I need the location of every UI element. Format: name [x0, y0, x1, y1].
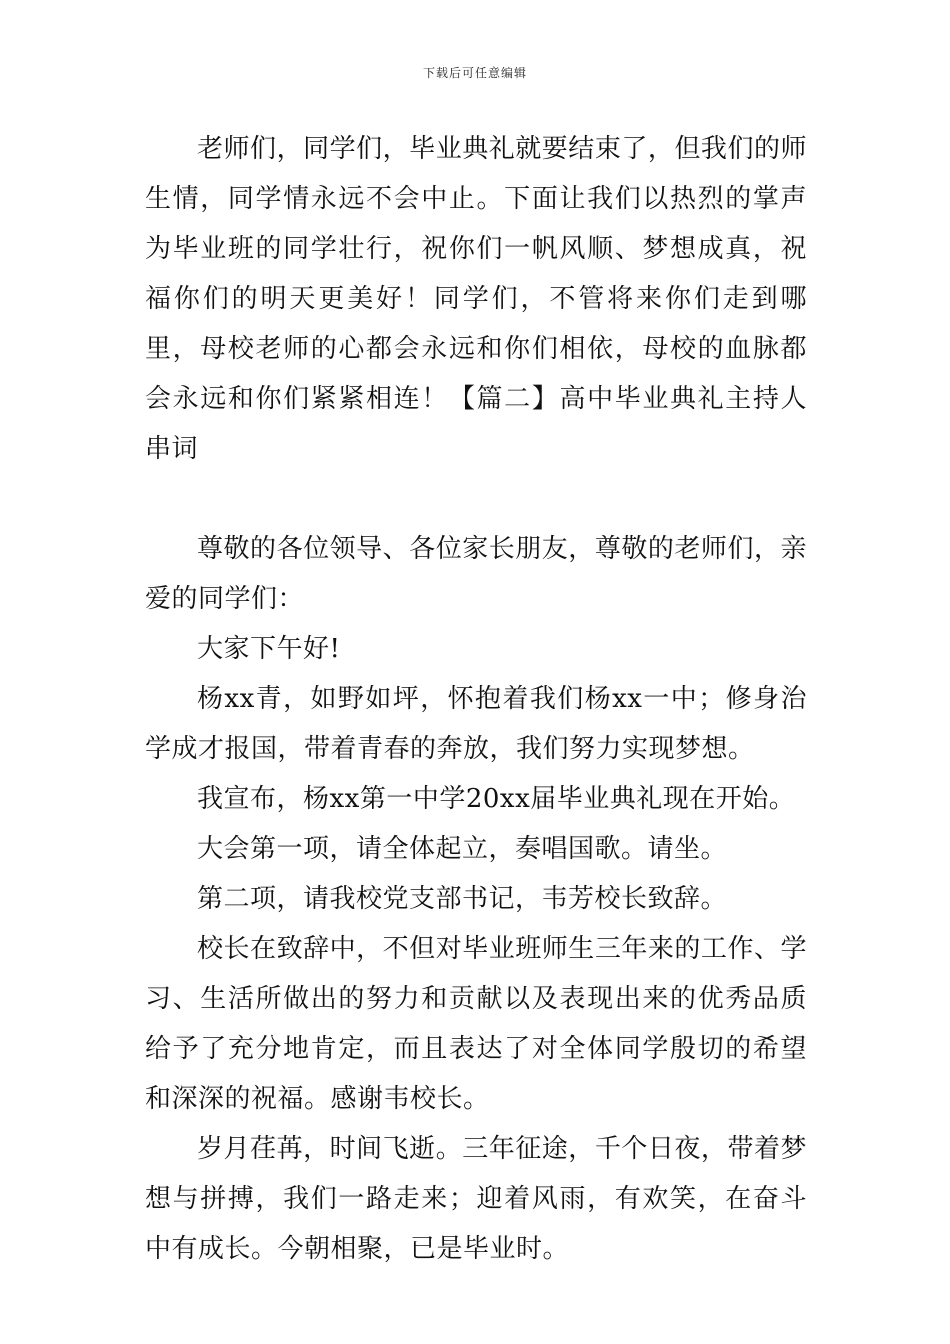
paragraph-good-afternoon: 大家下午好!: [197, 634, 341, 664]
paragraph-ceremony-start: 我宣布，杨xx第一中学20xx届毕业典礼现在开始。: [197, 784, 796, 814]
paragraph-school-motto: 杨xx青，如野如坪，怀抱着我们杨xx一中；修身治学成才报国，带着青春的奔放，我们努力实现梦想。: [145, 684, 807, 764]
paragraph-principal-speech: 校长在致辞中，不但对毕业班师生三年来的工作、学习、生活所做出的努力和贡献以及表现出来的优秀品质给予了充分地肯定，而且表达了对全体同学殷切的希望和深深的祝福。感谢韦校长。: [145, 934, 807, 1114]
header-note: 下载后可任意编辑: [422, 66, 527, 80]
paragraph-item-two: 第二项，请我校党支部书记，韦芳校长致辞。: [197, 884, 728, 914]
paragraph-time-flies: 岁月荏苒，时间飞逝。三年征途，千个日夜，带着梦想与拼搏，我们一路走来；迎着风雨，有欢笑，在奋斗中有成长。今朝相聚，已是毕业时。: [145, 1134, 807, 1264]
paragraph-item-one: 大会第一项，请全体起立，奏唱国歌。请坐。: [197, 834, 728, 864]
document-body: [145, 124, 807, 1274]
paragraph-greeting-audience: 尊敬的各位领导、各位家长朋友，尊敬的老师们，亲爱的同学们：: [145, 534, 807, 614]
paragraph-gap: [145, 474, 807, 524]
paragraph-closing-remarks: 老师们，同学们，毕业典礼就要结束了，但我们的师生情，同学情永远不会中止。下面让我们以热烈的掌声为毕业班的同学壮行，祝你们一帆风顺、梦想成真，祝福你们的明天更美好！同学们，不管将来你们走到哪里，母校老师的心都会永远和你们相依，母校的血脉都会永远和你们紧紧相连！【篇二】高中毕业典礼主持人串词: [145, 134, 807, 464]
